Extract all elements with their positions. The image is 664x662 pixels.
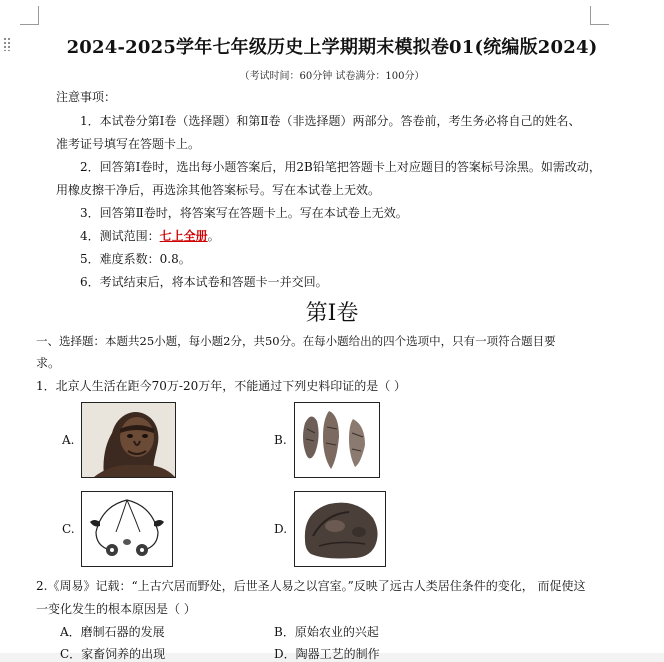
notice-item-2: 2．回答第Ⅰ卷时，选出每小题答案后，用2B铅笔把答题卡上对应题目的答案标号涂黑。如需改动，	[80, 160, 601, 174]
question-2-option-d: D．陶器工艺的制作	[274, 647, 380, 661]
question-2-option-a: A．磨制石器的发展	[60, 625, 165, 639]
option-b-label: B.	[274, 433, 287, 447]
option-a-label: A.	[62, 433, 75, 447]
notice-item-6: 6．考试结束后，将本试卷和答题卡一并交回。	[80, 275, 328, 289]
peking-man-bust-icon	[82, 403, 175, 477]
notice-item-4	[80, 228, 220, 244]
skull-fossil-image	[294, 491, 386, 567]
stone-tools-icon	[295, 403, 379, 477]
question-2-stem: 2.《周易》记载：“上古穴居而野处，后世圣人易之以宫室。”反映了远古人类居住条件的变化， 而促使这	[36, 579, 586, 593]
section-intro: 一、选择题：本题共25小题，每小题2分，共50分。在每小题给出的四个选项中，只有一项符合题目要	[36, 334, 556, 348]
exam-subtitle: （考试时间：60分钟 试卷满分：100分）	[239, 71, 425, 82]
notice-item-1: 1．本试卷分第Ⅰ卷（选择题）和第Ⅱ卷（非选择题）两部分。答卷前，考生务必将自己的姓名、	[80, 114, 581, 128]
bone-ornament-icon	[82, 492, 172, 566]
notice-item-5: 5．难度系数：0.8。	[80, 252, 191, 266]
peking-man-bust-image	[81, 402, 176, 478]
test-scope-highlight: 七上全册	[159, 229, 208, 243]
question-2-option-c: C．家畜饲养的出现	[60, 647, 166, 661]
notice-heading: 注意事项：	[56, 90, 117, 104]
notice-item-4-suffix: 。	[207, 229, 220, 243]
skull-fossil-icon	[295, 492, 385, 566]
stone-tools-image	[294, 402, 380, 478]
section-intro-cont: 求。	[36, 356, 61, 370]
exam-title: 2024-2025学年七年级历史上学期期末模拟卷01(统编版2024)	[66, 37, 598, 58]
option-c-label: C.	[62, 522, 75, 536]
part-one-heading: 第Ⅰ卷	[305, 301, 359, 326]
bone-ornament-image	[81, 491, 173, 567]
question-2-stem-cont: 一变化发生的根本原因是（ ）	[36, 602, 196, 616]
question-2-option-b: B．原始农业的兴起	[274, 625, 379, 639]
margin-corner-mark	[20, 6, 39, 25]
notice-item-3: 3．回答第Ⅱ卷时，将答案写在答题卡上。写在本试卷上无效。	[80, 206, 408, 220]
notice-item-1-cont: 准考证号填写在答题卡上。	[56, 137, 201, 151]
notice-item-2-cont: 用橡皮擦干净后，再选涂其他答案标号。写在本试卷上无效。	[56, 183, 381, 197]
question-1-stem: 1．北京人生活在距今70万-20万年，不能通过下列史料印证的是（ ）	[36, 379, 407, 393]
option-d-label: D.	[274, 522, 288, 536]
notice-item-4-prefix: 4．测试范围：	[80, 229, 160, 243]
margin-corner-mark	[590, 6, 609, 25]
